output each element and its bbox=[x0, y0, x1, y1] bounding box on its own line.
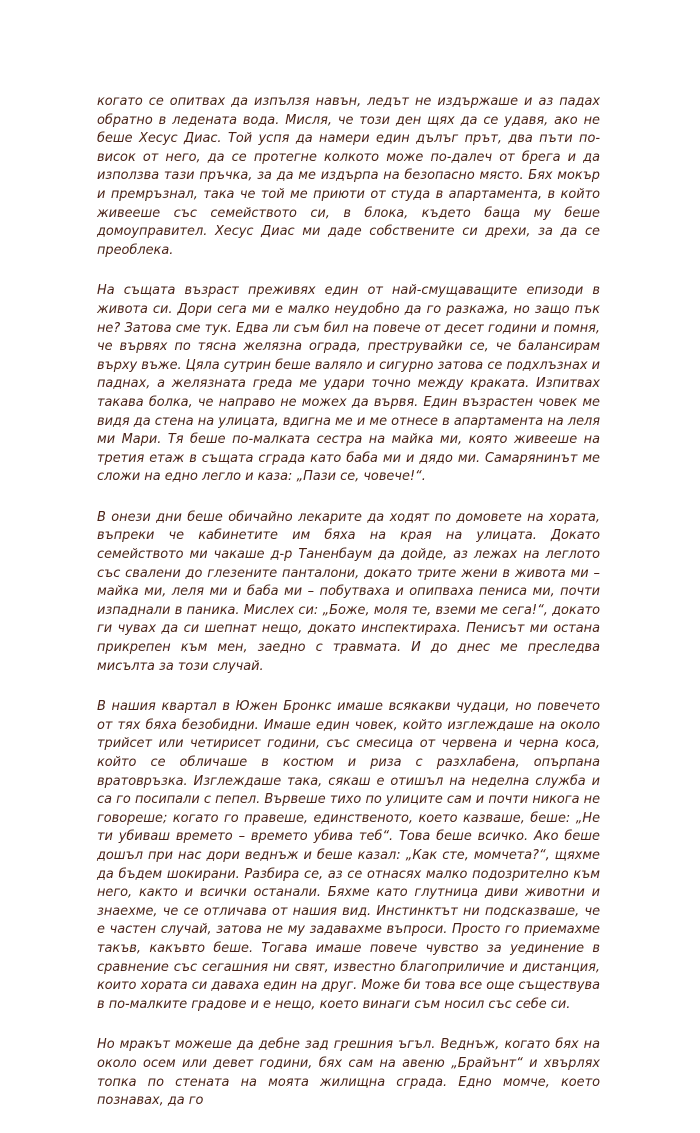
paragraph-3: В онези дни беше обичайно лекарите да ходят по домовете на хората, въпреки че кабинетите им бяха на края на улицата. Докато семейството ми чакаше д-р Таненбаум да дойде, аз лежах на леглото със свалени до глезените панталони, докато трите жени в живота ми – майка ми, леля ми и баба ми – побутваха и опипваха пениса ми, почти изпаднали в паника. Мислех си: „Боже, моля те, вземи ме сега!“, докато ги чувах да си шепнат нещо, докато инспектираха. Пенисът ми остана прикрепен към мен, заедно с травмата. И до днес ме преследва мисълта за този случай. bbox=[97, 509, 600, 674]
body-text bbox=[97, 93, 600, 1133]
paragraph-1: когато се опитвах да изпълзя навън, ледът не издържаше и аз падах обратно в ледената вода. Мисля, че този ден щях да се удавя, ако не беше Хесус Диас. Той успя да намери един дълъг прът, два пъти по-висок от него, да се протегне колкото може по-далеч от брега и да използва тази пръчка, за да ме издърпа на безопасно място. Бях мокър и премръзнал, така че той ме приюти от студа в апартамента, в който живееше със семейството си, в блока, където баща му беше домоуправител. Хесус Диас ми даде собствените си дрехи, за да се преоблека. bbox=[97, 94, 600, 258]
paragraph-5: Но мракът можеше да дебне зад грешния ъгъл. Веднъж, когато бях на около осем или девет години, бях сам на авеню „Брайънт“ и хвърлях топка по стената на моята жилищна сграда. Едно момче, което познавах, да го bbox=[97, 1037, 600, 1109]
paragraph-2: На същата възраст преживях един от най-смущаващите епизоди в живота си. Дори сега ми е малко неудобно да го разкажа, но защо пък не? Затова сме тук. Едва ли съм бил на повече от десет години и помня, че вървях по тясна желязна ограда, преструвайки се, че балансирам върху въже. Цяла сутрин беше валяло и сигурно затова се подхлъзнах и паднах, а желязната греда ме удари точно между краката. Изпитвах такава болка, че направо не можех да вървя. Един възрастен човек ме видя да стена на улицата, вдигна ме и ме отнесе в апартамента на леля ми Мари. Тя беше по-малката сестра на майка ми, която живееше на третия етаж в същата сграда като баба ми и дядо ми. Самарянинът ме сложи на едно легло и каза: „Пази се, човече!“. bbox=[97, 283, 600, 485]
paragraph-4: В нашия квартал в Южен Бронкс имаше всякакви чудаци, но повечето от тях бяха безобидни. Имаше един човек, който изглеждаше на около трийсет или четирисет години, със смесица от червена и черна коса, който се обличаше в костюм и риза с разхлабена, опърпана вратовръзка. Изглеждаше така, сякаш е отишъл на неделна служба и са го посипали с пепел. Вървеше тихо по улиците сам и почти никога не говореше; когато го правеше, единственото, което казваше, беше: „Не ти убиваш времето – времето убива теб“. Това беше всичко. Ако беше дошъл при нас дори веднъж и беше казал: „Как сте, момчета?“, щяхме да бъдем шокирани. Разбира се, аз се отнасях малко подозрително към него, както и всички останали. Бяхме като глутница диви животни и знаехме, че се отличава от нашия вид. Инстинктът ни подсказваше, че е частен случай, затова не му задавахме въпроси. Просто го приемахме такъв, какъвто беше. Тогава имаше повече чувство за уединение в сравнение със сегашния ни свят, известно благоприличие и дистанция, които хората си даваха един на друг. Може би това все още съществува в по-малките градове и е нещо, което винаги съм носил със себе си. bbox=[97, 699, 600, 1012]
